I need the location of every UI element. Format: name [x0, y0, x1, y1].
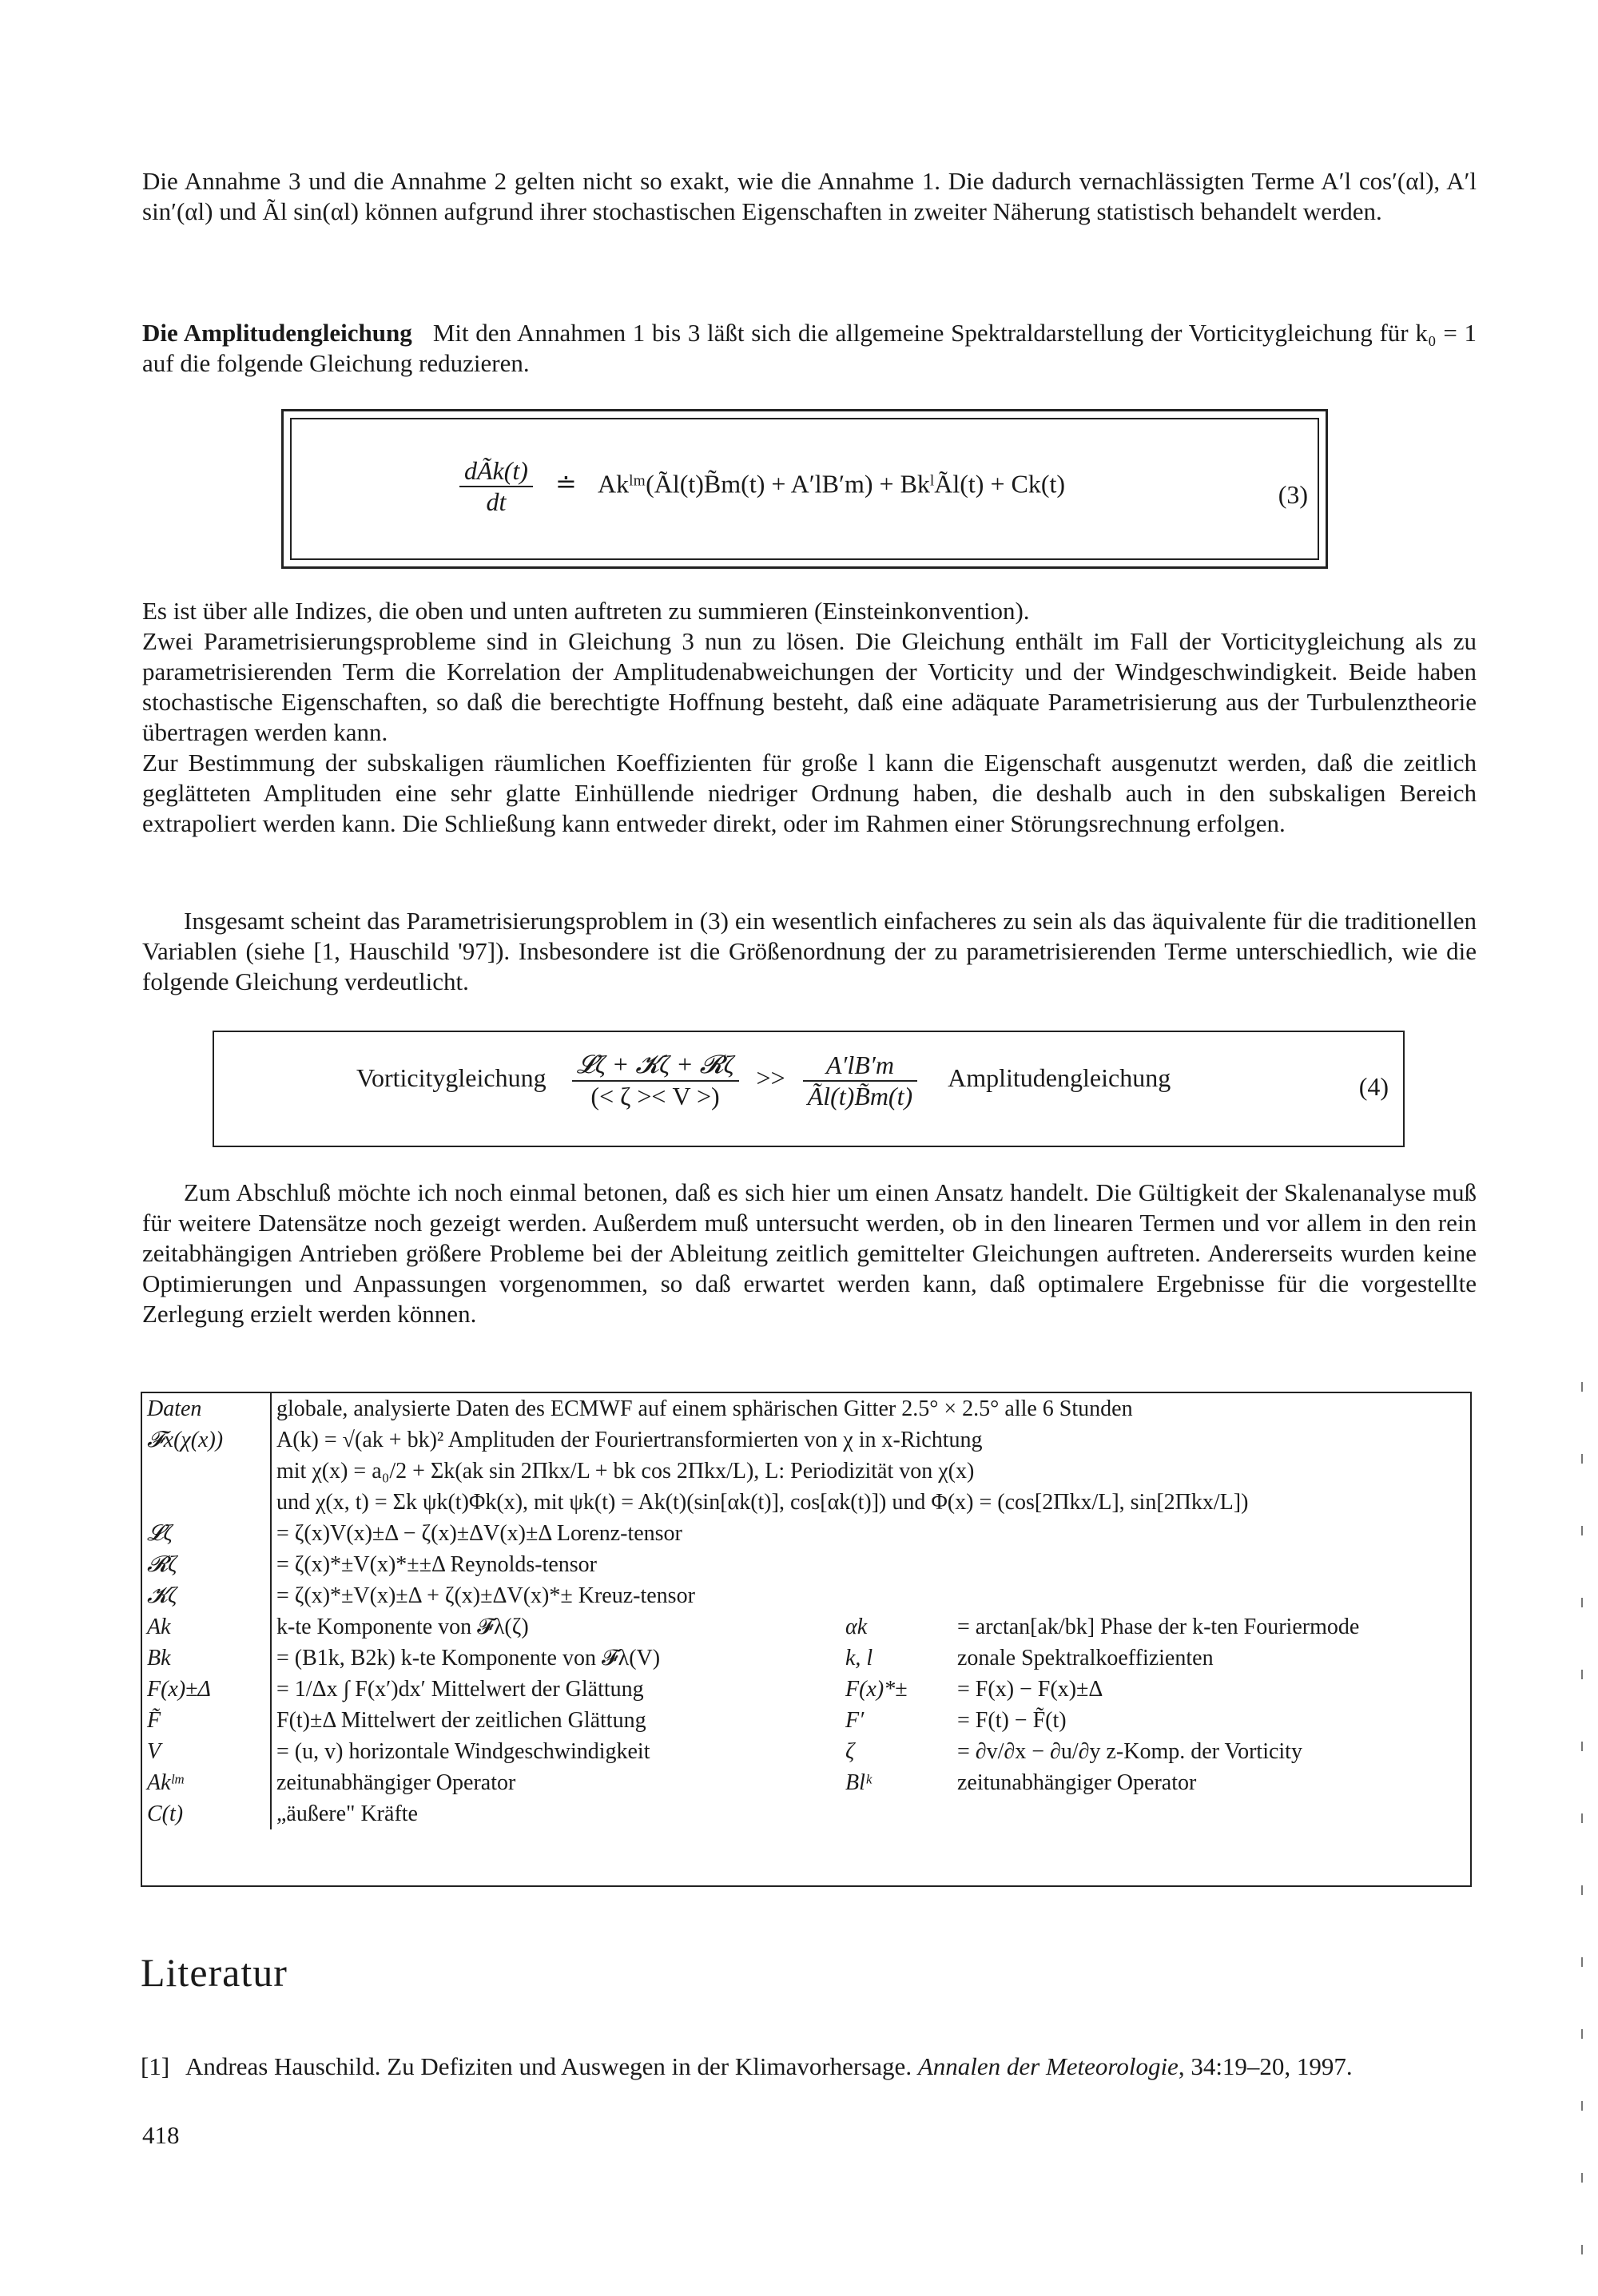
glossary-description: A(k) = √(ak + bk)² Amplituden der Fouriertransformierten von χ in x-Richtung: [276, 1427, 983, 1452]
equation-4-right-label: Amplitudengleichung: [948, 1063, 1171, 1092]
glossary-row: [142, 1549, 1470, 1580]
glossary-symbol-secondary: F′: [845, 1707, 865, 1733]
glossary-row: [142, 1798, 1470, 1829]
equation-3-lhs: [459, 456, 533, 517]
glossary-symbol-secondary: Blᵏ: [845, 1770, 872, 1795]
glossary-symbol: Akˡᵐ: [142, 1767, 271, 1798]
paragraph-amplitude: [142, 318, 1477, 379]
glossary-row: [142, 1456, 1470, 1487]
equation-4-left-numerator: 𝓛ζ + 𝓚ζ + 𝓡ζ: [572, 1050, 739, 1082]
glossary-description: = ζ(x)*±V(x)±Δ + ζ(x)±ΔV(x)*± Kreuz-tensor: [276, 1583, 695, 1608]
paragraph-conclusion-text: Zum Abschluß möchte ich noch einmal betonen, daß es sich hier um einen Ansatz handelt. Die Gültigkeit der Skalenanalyse muß für weitere Datensätze noch gezeigt werden. Außerdem muß untersucht werden, ob in den linearen Termen und vor allem in den rein zeitabhängigen Antrieben größere Probleme bei der Ableitung zeitlich gemittelter Gleichungen auftreten. Andererseits wurden keine Optimierungen und Anpassungen vorgenommen, so daß erwartet werden kann, daß optimalere Ergebnisse für die vorgestellte Zerlegung erzielt werden können.: [142, 1178, 1477, 1328]
paragraph-assumptions: [142, 166, 1477, 227]
glossary-row: [142, 1611, 1470, 1643]
paragraph-comparison: [142, 906, 1477, 997]
equation-3-lhs-denominator: dt: [486, 487, 507, 516]
equation-3-lhs-numerator: dÃk(t): [459, 456, 533, 487]
glossary-row: [142, 1393, 1470, 1424]
glossary-row: [142, 1767, 1470, 1798]
glossary-symbol: F(x)±Δ: [142, 1674, 271, 1705]
glossary-description: = (B1k, B2k) k-te Komponente von 𝓕λ(V): [276, 1645, 661, 1670]
symbol-glossary: [141, 1392, 1472, 1887]
reference-1-author: Andreas Hauschild. Zu Defiziten und Auswegen in der Klimavorhersage.: [185, 2052, 912, 2080]
scan-edge-marks: [1566, 0, 1598, 2296]
paragraph-assumptions-text: Die Annahme 3 und die Annahme 2 gelten nicht so exakt, wie die Annahme 1. Die dadurch vernachlässigten Terme A′l cos′(αl), A′l sin′(αl) und Ãl sin(αl) können aufgrund ihrer stochastischen Eigenschaften in zweiter Näherung statistisch behandelt werden.: [142, 167, 1477, 225]
glossary-symbol: Daten: [142, 1393, 271, 1424]
page-number: 418: [142, 2121, 180, 2149]
glossary-row: [142, 1487, 1470, 1518]
glossary-description: zeitunabhängiger Operator: [276, 1770, 516, 1795]
glossary-description-secondary: zeitunabhängiger Operator: [957, 1770, 1197, 1795]
glossary-symbol-secondary: k, l: [845, 1645, 873, 1670]
glossary-row: [142, 1736, 1470, 1767]
glossary-description-secondary: zonale Spektralkoeffizienten: [957, 1645, 1214, 1670]
glossary-description: = 1/Δx ∫ F(x′)dx′ Mittelwert der Glättung: [276, 1676, 644, 1702]
glossary-description: = (u, v) horizontale Windgeschwindigkeit: [276, 1738, 650, 1764]
glossary-description-secondary: = F(t) − F̃(t): [957, 1707, 1067, 1733]
equation-3-relation: ≐: [555, 469, 577, 499]
glossary-symbol-secondary: F(x)*±: [845, 1676, 908, 1702]
section-runin-heading: Die Amplitudengleichung: [142, 319, 412, 347]
equation-4-left-denominator: (< ζ >< V >): [590, 1082, 720, 1110]
paragraph-problems: Zwei Parametrisierungsprobleme sind in Gleichung 3 nun zu lösen. Die Gleichung enthält im Fall der Vorticitygleichung als zu parametrisierenden Term die Korrelation der Amplitudenabweichungen der Vorticity und der Windgeschwindigkeit. Beide haben stochastische Eigenschaften, so daß die berechtigte Hoffnung besteht, daß eine adäquate Parametrisierung aus der Turbulenztheorie übertragen werden kann.: [142, 627, 1477, 746]
literatur-heading: Literatur: [141, 1950, 288, 1995]
glossary-symbol: 𝓕x(χ(x)): [142, 1424, 271, 1456]
glossary-row: [142, 1580, 1470, 1611]
glossary-symbol: F̃: [142, 1705, 271, 1736]
reference-1-journal: Annalen der Meteorologie: [917, 2052, 1179, 2080]
glossary-row: [142, 1518, 1470, 1549]
equation-4-left-fraction: [572, 1050, 739, 1111]
glossary-description-secondary: [952, 1798, 1470, 1829]
glossary-symbol: C(t): [142, 1798, 271, 1829]
equation-3-rhs: Akˡᵐ(Ãl(t)B̃m(t) + A′lB′m) + BkˡÃl(t) + Ck(t): [598, 469, 1066, 499]
glossary-description: k-te Komponente von 𝓕λ(ζ): [276, 1614, 529, 1639]
equation-4-left-label: Vorticitygleichung: [356, 1063, 547, 1092]
glossary-symbol: 𝓛ζ: [142, 1518, 271, 1549]
equation-4-right-numerator: A′lB′m: [803, 1051, 918, 1082]
equation-4-number: (4): [1358, 1072, 1389, 1101]
paragraph-einstein: Es ist über alle Indizes, die oben und unten auftreten zu summieren (Einsteinkonvention).: [142, 597, 1030, 625]
glossary-description: „äußere" Kräfte: [276, 1801, 418, 1826]
reference-1: [141, 2052, 1475, 2082]
glossary-symbol: 𝓚ζ: [142, 1580, 271, 1611]
glossary-symbol: 𝓡ζ: [142, 1549, 271, 1580]
glossary-row: [142, 1674, 1470, 1705]
paragraph-parametrization: [142, 596, 1477, 839]
glossary-symbol-secondary: ζ: [845, 1738, 855, 1764]
glossary-description: = ζ(x)*±V(x)*±±Δ Reynolds-tensor: [276, 1551, 597, 1577]
equation-4-right-denominator: Ãl(t)B̃m(t): [807, 1081, 913, 1110]
glossary-symbol-secondary: [841, 1798, 952, 1829]
glossary-symbol: [142, 1456, 271, 1487]
equation-3-box: [281, 409, 1328, 569]
equation-3-number: (3): [1278, 480, 1308, 509]
glossary-row: [142, 1424, 1470, 1456]
glossary-description-secondary: = F(x) − F(x)±Δ: [957, 1676, 1103, 1702]
glossary-symbol: V: [142, 1736, 271, 1767]
equation-4-box: [213, 1031, 1405, 1147]
glossary-row: [142, 1705, 1470, 1736]
equation-4-right-fraction: [803, 1051, 918, 1111]
paragraph-conclusion: [142, 1178, 1477, 1329]
equation-4: [356, 1050, 1171, 1111]
equation-4-relation: >>: [756, 1063, 785, 1092]
glossary-symbol: Bk: [142, 1643, 271, 1674]
glossary-description: mit χ(x) = a₀/2 + Σk(ak sin 2Πkx/L + bk cos 2Πkx/L), L: Periodizität von χ(x): [276, 1458, 975, 1484]
paragraph-amplitude-text: Mit den Annahmen 1 bis 3 läßt sich die allgemeine Spektraldarstellung der Vorticitygleichung für k₀ = 1 auf die folgende Gleichung reduzieren.: [142, 319, 1477, 377]
paragraph-subscale: Zur Bestimmung der subskaligen räumlichen Koeffizienten für große l kann die Eigenschaft ausgenutzt werden, daß die zeitlich geglätteten Amplituden eine sehr glatte Einhüllende niedriger Ordnung haben, die deshalb auch in den subskaligen Bereich extrapoliert werden kann. Die Schließung kann entweder direkt, oder im Rahmen einer Störungsrechnung erfolgen.: [142, 749, 1477, 837]
equation-3: [459, 456, 1065, 517]
reference-1-details: , 34:19–20, 1997.: [1178, 2052, 1353, 2080]
reference-1-body: [185, 2052, 1475, 2082]
glossary-description: und χ(x, t) = Σk ψk(t)Φk(x), mit ψk(t) = Ak(t)(sin[αk(t)], cos[αk(t)]) und Φ(x) = (cos[2Πkx/L], sin[2Πkx/L]): [276, 1489, 1249, 1515]
paragraph-comparison-text: Insgesamt scheint das Parametrisierungsproblem in (3) ein wesentlich einfacheres zu sein als das äquivalente für die traditionellen Variablen (siehe [1, Hauschild '97]). Insbesondere ist die Größenordnung der zu parametrisierenden Terme unterschiedlich, wie die folgende Gleichung verdeutlicht.: [142, 907, 1477, 995]
glossary-description-secondary: = ∂v/∂x − ∂u/∂y z-Komp. der Vorticity: [957, 1738, 1302, 1764]
glossary-description: = ζ(x)V(x)±Δ − ζ(x)±ΔV(x)±Δ Lorenz-tensor: [276, 1520, 682, 1546]
glossary-description: globale, analysierte Daten des ECMWF auf einem sphärischen Gitter 2.5° × 2.5° alle 6 Stunden: [276, 1396, 1133, 1421]
glossary-description-secondary: = arctan[ak/bk] Phase der k-ten Fouriermode: [957, 1614, 1360, 1639]
glossary-description: F(t)±Δ Mittelwert der zeitlichen Glättung: [276, 1707, 646, 1733]
glossary-symbol: [142, 1487, 271, 1518]
reference-1-tag: [1]: [141, 2052, 170, 2080]
symbol-glossary-table: [142, 1393, 1470, 1829]
glossary-row: [142, 1643, 1470, 1674]
glossary-symbol-secondary: αk: [845, 1614, 868, 1639]
glossary-symbol: Ak: [142, 1611, 271, 1643]
